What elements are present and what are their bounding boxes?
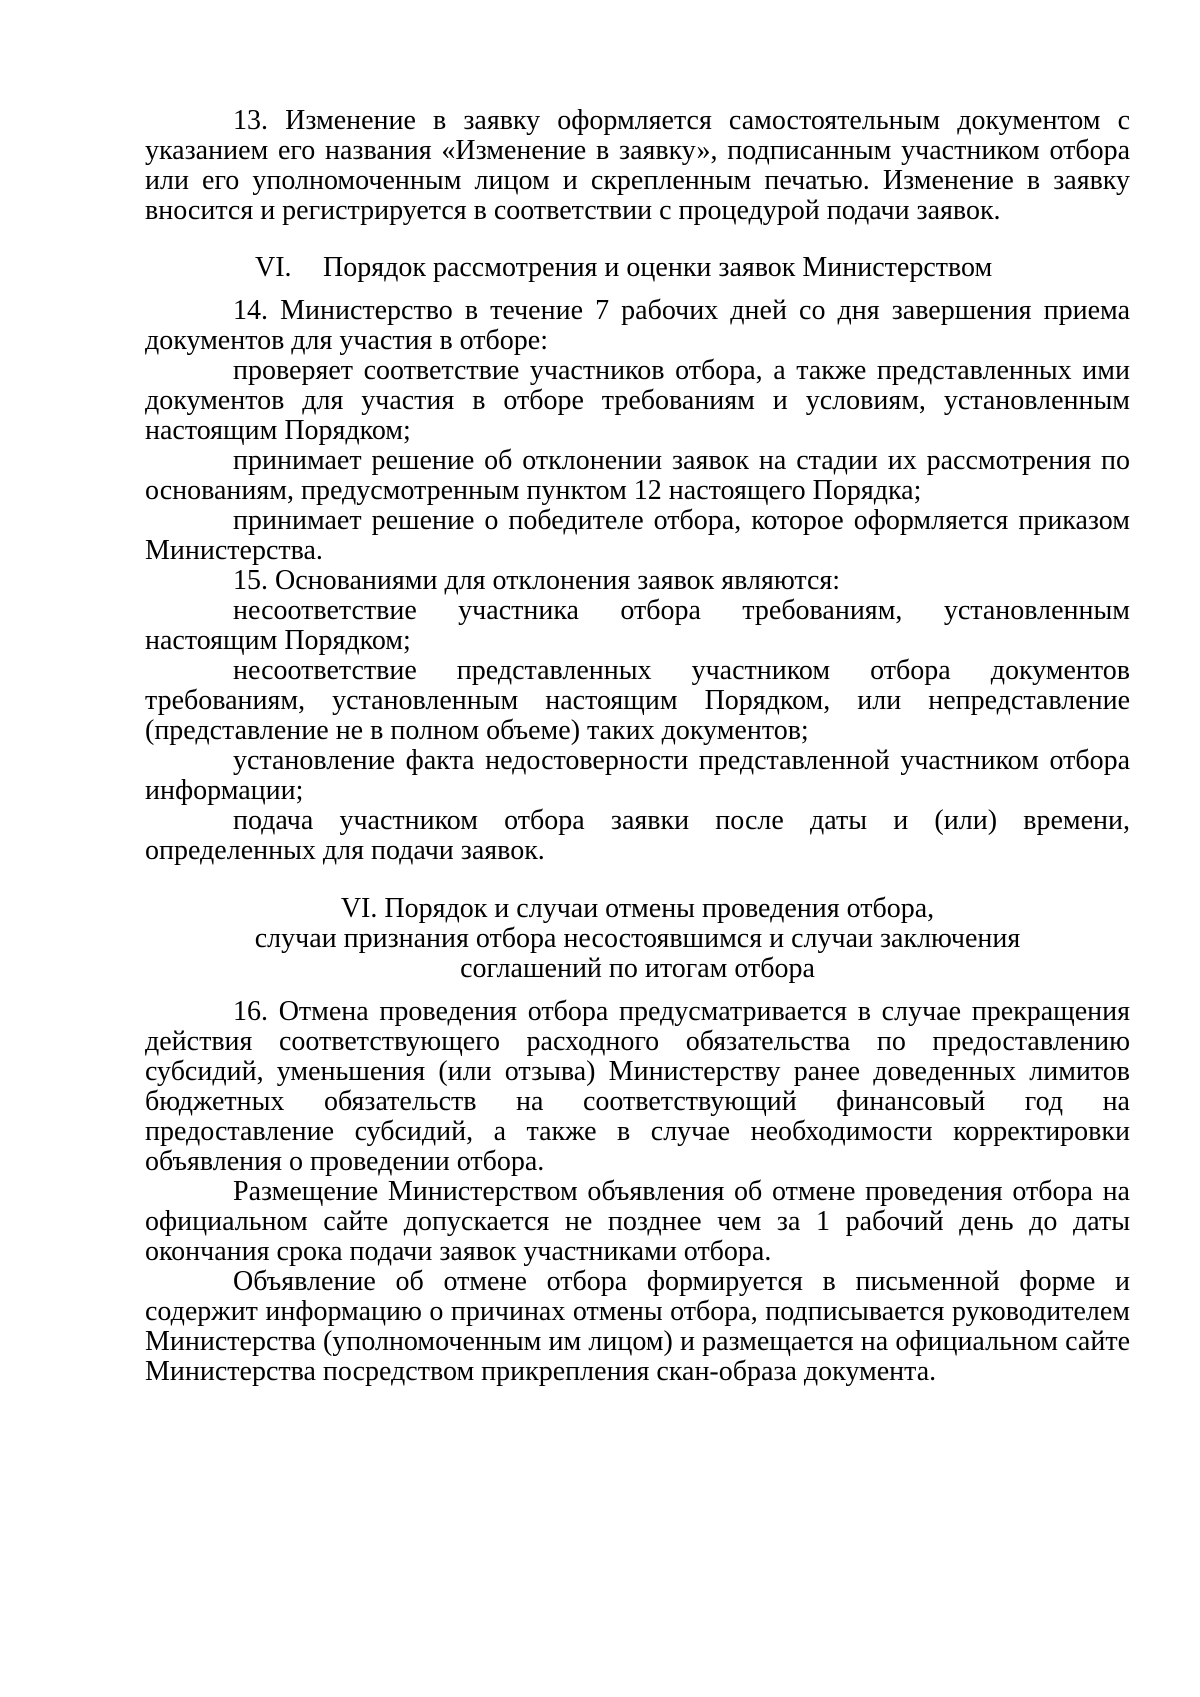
paragraph-16-announcement: Объявление об отмене отбора формируется в письменной форме и содержит информацию о причинах отмены отбора, подписывается руководителем Министерства (уполномоченным им лицом) и размещается на официальном сайте Министерства посредством прикрепления скан-образа документа. bbox=[145, 1266, 1130, 1387]
paragraph-14-item-3: принимает решение о победителе отбора, которое оформляется приказом Министерства. bbox=[145, 505, 1130, 566]
paragraph-16: 16. Отмена проведения отбора предусматривается в случае прекращения действия соответствующего расходного обязательства по предоставлению субсидий, уменьшения (или отзыва) Министерству ранее доведенных лимитов бюджетных обязательств на соответствующий финансовый год на предоставление субсидий, а также в случае необходимости корректировки объявления о проведении отбора. bbox=[145, 996, 1130, 1177]
section-heading-cancellation bbox=[145, 894, 1130, 984]
section-title: Порядок рассмотрения и оценки заявок Министерством bbox=[323, 252, 993, 283]
section-heading-review bbox=[145, 253, 1130, 283]
paragraph-15-item-2: несоответствие представленных участником отбора документов требованиям, установленным настоящим Порядком, или непредставление (представление не в полном объеме) таких документов; bbox=[145, 655, 1130, 746]
paragraph-16-placement: Размещение Министерством объявления об отмене проведения отбора на официальном сайте допускается не позднее чем за 1 рабочий день до даты окончания срока подачи заявок участниками отбора. bbox=[145, 1176, 1130, 1267]
paragraph-14-item-1: проверяет соответствие участников отбора, а также представленных ими документов для участия в отборе требованиям и условиям, установленным настоящим Порядком; bbox=[145, 355, 1130, 446]
paragraph-15-item-1: несоответствие участника отбора требованиям, установленным настоящим Порядком; bbox=[145, 595, 1130, 656]
section-heading-line-3: соглашений по итогам отбора bbox=[460, 953, 815, 984]
section-number: VI. bbox=[255, 252, 292, 283]
paragraph-14: 14. Министерство в течение 7 рабочих дней со дня завершения приема документов для участия в отборе: bbox=[145, 295, 1130, 356]
document-page bbox=[145, 106, 1130, 1387]
section-heading-line-1: VI. Порядок и случаи отмены проведения отбора, bbox=[340, 893, 935, 924]
paragraph-15-item-3: установление факта недостоверности представленной участником отбора информации; bbox=[145, 745, 1130, 806]
paragraph-15: 15. Основаниями для отклонения заявок являются: bbox=[233, 565, 841, 596]
paragraph-13: 13. Изменение в заявку оформляется самостоятельным документом с указанием его названия «Изменение в заявку», подписанным участником отбора или его уполномоченным лицом и скрепленным печатью. Изменение в заявку вносится и регистрируется в соответствии с процедурой подачи заявок. bbox=[145, 105, 1130, 226]
paragraph-14-item-2: принимает решение об отклонении заявок на стадии их рассмотрения по основаниям, предусмотренным пунктом 12 настоящего Порядка; bbox=[145, 445, 1130, 506]
section-heading-line-2: случаи признания отбора несостоявшимся и случаи заключения bbox=[254, 923, 1021, 954]
paragraph-15-item-4: подача участником отбора заявки после даты и (или) времени, определенных для подачи заявок. bbox=[145, 805, 1130, 866]
